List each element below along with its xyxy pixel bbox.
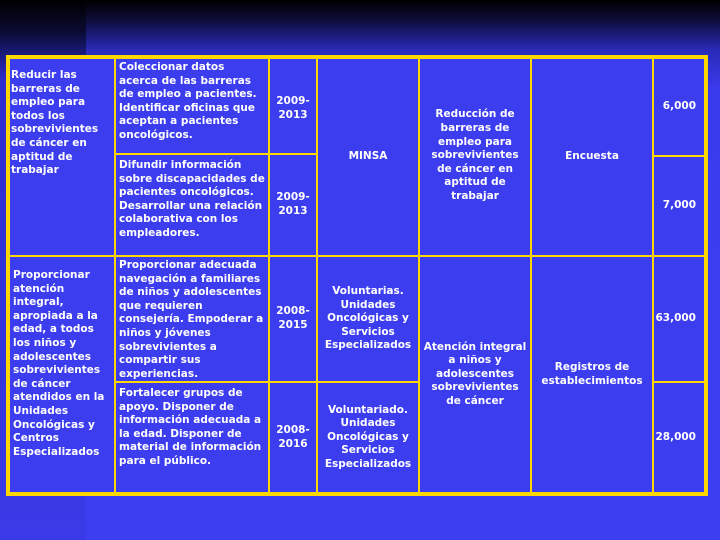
source-2: Registros de establecimientos (530, 255, 654, 494)
responsible-1: MINSA (316, 57, 420, 257)
activity-2a: Proporcionar adecuada navegación a familiares de niños y adolescentes que requieren consejería. Empoderar a niños y jóvenes sobrevivientes a compartir sus experiencias. (114, 255, 270, 383)
source-1: Encuesta (530, 57, 654, 257)
period-2a: 2008-2015 (268, 255, 318, 383)
activity-1a: Coleccionar datos acerca de las barreras de empleo a pacientes. Identificar oficinas que aceptan a pacientes oncológicos. (114, 57, 270, 155)
period-1a: 2009-2013 (268, 57, 318, 155)
responsible-2b: Voluntariado. Unidades Oncológicas y Servicios Especializados (316, 381, 420, 494)
objective-2: Proporcionar atención integral, apropiada a la edad, a todos los niños y adolescentes sobrevivientes de cáncer atendidos en la Unidades Oncológicas y Centros Especializados (8, 255, 116, 494)
indicator-1: Reducción de barreras de empleo para sobrevivientes de cáncer en aptitud de trabajar (418, 57, 532, 257)
period-2b: 2008-2016 (268, 381, 318, 494)
responsible-2a: Voluntarias. Unidades Oncológicas y Servicios Especializados (316, 255, 420, 383)
strategy-table (6, 55, 708, 496)
cost-1b: 7,000 (652, 155, 706, 257)
indicator-2: Atención integral a niños y adolescentes sobrevivientes de cáncer (418, 255, 532, 494)
cost-2a: 63,000 (652, 255, 706, 383)
cost-2b: 28,000 (652, 381, 706, 494)
objective-1-border (8, 57, 116, 257)
objective-1: Reducir las barreras de empleo para todos los sobrevivientes de cáncer en aptitud de trabajar (11, 69, 99, 177)
cost-1a: 6,000 (652, 57, 706, 157)
activity-2b: Fortalecer grupos de apoyo. Disponer de información adecuada a la edad. Disponer de material de información para el público. (114, 381, 270, 494)
activity-1b: Difundir información sobre discapacidades de pacientes oncológicos. Desarrollar una relación colaborativa con los empleadores. (114, 153, 270, 257)
period-1b: 2009-2013 (268, 153, 318, 257)
